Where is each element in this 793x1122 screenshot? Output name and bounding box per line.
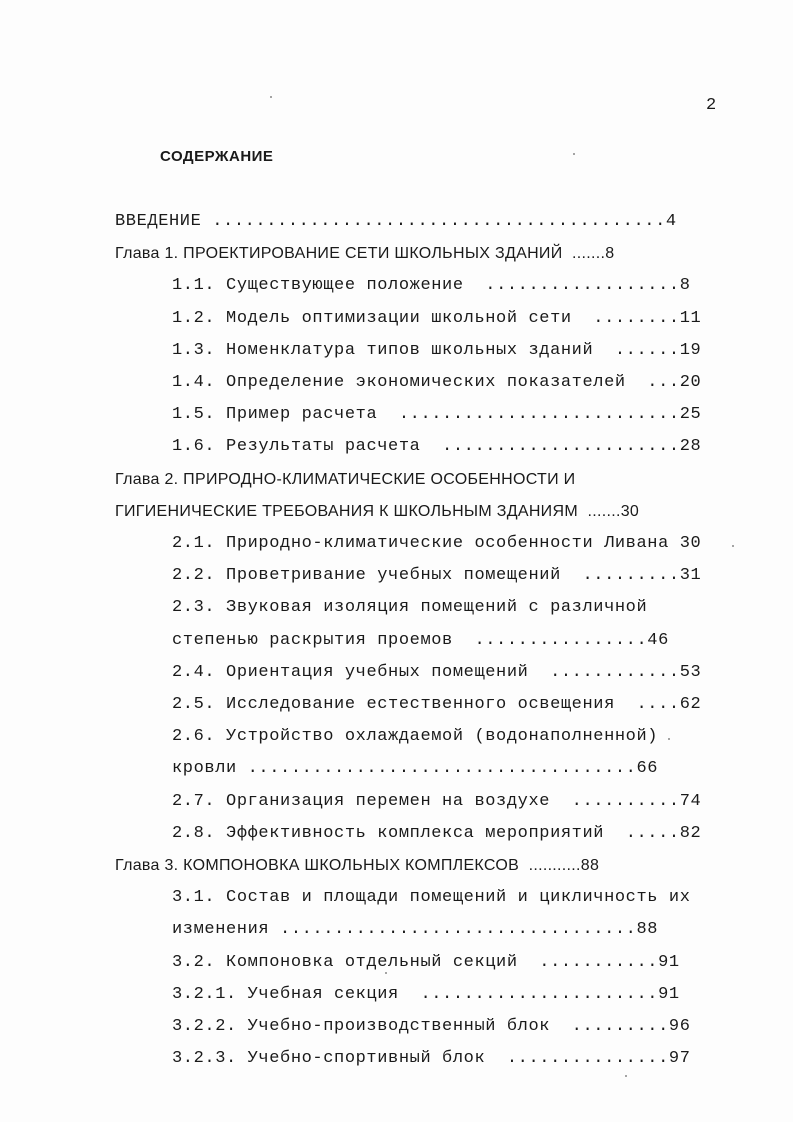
toc-entry-page: 19	[679, 340, 702, 360]
toc-entry	[172, 787, 701, 817]
toc-entry-title: Исследование естественного освещения	[215, 695, 615, 714]
toc-entry-number: 2.4.	[172, 662, 216, 682]
toc-entry-number: 3.2.	[172, 952, 216, 972]
toc-entry-leader: .......	[577, 502, 621, 520]
toc-entry-number: 1.4.	[172, 373, 216, 392]
toc-entry	[172, 690, 701, 720]
toc-entry-number: Глава 3.	[115, 857, 179, 874]
toc-entry-title: Определение экономических показателей	[215, 373, 626, 392]
toc-entry-title: Учебная секция	[236, 984, 399, 1004]
toc-entry	[172, 948, 680, 978]
toc-entry-page: 74	[679, 791, 702, 811]
toc-entry-leader: ...............	[485, 1049, 669, 1069]
toc-entry-leader: ...	[625, 373, 680, 392]
toc-entry-page: 88	[580, 857, 600, 874]
toc-entry-title: ПРИРОДНО-КЛИМАТИЧЕСКИЕ ОСОБЕННОСТИ И	[178, 470, 576, 488]
toc-entry-title: Проветривание учебных помещений	[215, 566, 561, 586]
toc-entry-title: Организация перемен на воздухе	[215, 791, 551, 811]
toc-entry-page: 11	[679, 308, 702, 328]
toc-entry	[172, 754, 658, 784]
scan-speck	[732, 545, 734, 547]
toc-entry	[172, 1012, 691, 1042]
toc-heading: СОДЕРЖАНИЕ	[160, 148, 274, 165]
toc-entry	[172, 593, 647, 623]
toc-entry-title: изменения	[172, 920, 270, 940]
toc-entry	[172, 561, 701, 591]
toc-entry-title: Компоновка отдельный секций	[215, 952, 518, 972]
toc-entry-page: 8	[679, 276, 691, 296]
toc-entry-title: ВВЕДЕНИЕ	[115, 212, 202, 231]
toc-entry-page: 30	[620, 502, 640, 520]
toc-entry-title: ПРОЕКТИРОВАНИЕ СЕТИ ШКОЛЬНЫХ ЗДАНИЙ	[178, 245, 563, 263]
toc-entry-page: 46	[647, 630, 669, 650]
toc-entry	[115, 851, 599, 881]
toc-entry	[172, 336, 701, 366]
toc-entry-page: 25	[679, 405, 702, 425]
toc-entry	[172, 819, 701, 849]
toc-entry-number: 1.2.	[172, 308, 216, 328]
toc-entry-title: Звуковая изоляция помещений с различной	[215, 598, 648, 618]
scan-speck	[573, 153, 575, 155]
toc-entry-leader: ................	[452, 630, 648, 650]
toc-entry	[172, 432, 701, 462]
toc-entry-number: 3.1.	[172, 888, 216, 908]
toc-entry	[172, 304, 701, 334]
toc-entry	[172, 368, 701, 398]
toc-entry-leader: ......................	[398, 984, 659, 1004]
toc-entry	[172, 626, 669, 656]
toc-entry-title: КОМПОНОВКА ШКОЛЬНЫХ КОМПЛЕКСОВ	[178, 857, 520, 874]
toc-entry-number: Глава 1.	[115, 245, 179, 263]
toc-entry-page: 91	[658, 984, 680, 1004]
toc-entry-title: Пример расчета	[215, 405, 378, 425]
toc-entry-leader: ....................................	[236, 759, 637, 779]
scan-speck	[625, 1075, 627, 1077]
toc-entry-leader: ..........................	[377, 405, 680, 425]
toc-entry-page: 31	[679, 566, 702, 586]
toc-entry	[115, 497, 639, 527]
toc-entry-leader: .........	[550, 1017, 669, 1036]
toc-entry-number: 3.2.2.	[172, 1017, 237, 1036]
toc-entry	[172, 658, 701, 688]
toc-entry-leader: ........	[571, 308, 680, 328]
page-number: 2	[706, 96, 717, 115]
toc-entry-title: Ориентация учебных помещений	[215, 662, 529, 682]
toc-entry-number: 2.8.	[172, 823, 216, 843]
toc-entry	[172, 400, 701, 430]
toc-entry	[172, 1044, 691, 1074]
toc-entry-leader: .................................	[269, 920, 637, 940]
toc-entry-number: 2.2.	[172, 566, 216, 586]
toc-entry	[115, 465, 575, 495]
toc-entry-leader: .........	[560, 566, 680, 586]
toc-entry-page: 4	[665, 212, 677, 231]
toc-entry-page: 20	[679, 373, 702, 392]
toc-entry-page: 28	[679, 437, 702, 457]
toc-entry-number: 1.6.	[172, 437, 216, 457]
toc-entry-leader: ............	[528, 662, 680, 682]
toc-entry-title: Учебно-спортивный блок	[236, 1049, 486, 1069]
toc-entry-title: Результаты расчета	[215, 437, 421, 457]
toc-entry-leader: ...........	[517, 952, 659, 972]
toc-entry-number: 1.3.	[172, 340, 216, 360]
toc-entry-page: 66	[636, 759, 659, 779]
toc-entry-leader: ..........................................	[201, 212, 666, 231]
toc-entry-number: 2.3.	[172, 598, 216, 618]
toc-entry-title: Состав и площади помещений и цикличность их	[215, 888, 691, 908]
toc-entry	[172, 529, 701, 559]
toc-entry-leader: ....	[614, 695, 680, 714]
toc-entry-number: 1.1.	[172, 276, 216, 296]
toc-entry-title: ГИГИЕНИЧЕСКИЕ ТРЕБОВАНИЯ К ШКОЛЬНЫМ ЗДАНИЯМ	[115, 502, 578, 520]
toc-entry-page: 91	[658, 952, 680, 972]
scan-speck	[668, 738, 670, 740]
toc-entry-number: Глава 2.	[115, 470, 179, 488]
toc-entry-title: Существующее положение	[215, 276, 464, 296]
toc-entry-title: Учебно-производственный блок	[236, 1017, 551, 1036]
toc-entry-page: 8	[605, 245, 615, 263]
toc-entry	[115, 239, 614, 269]
toc-entry-page: 88	[636, 920, 659, 940]
scan-speck	[270, 96, 272, 98]
toc-entry-number: 3.2.1.	[172, 984, 237, 1004]
toc-entry-title: кровли	[172, 759, 237, 779]
toc-entry-page: 96	[668, 1017, 691, 1036]
toc-entry-title: Номенклатура типов школьных зданий	[215, 340, 594, 360]
toc-entry	[172, 722, 658, 752]
toc-entry-leader: ..................	[463, 276, 680, 296]
toc-entry-leader	[669, 534, 680, 553]
toc-entry-number: 2.6.	[172, 727, 216, 747]
toc-entry-leader: .....	[604, 823, 680, 843]
toc-entry	[172, 915, 658, 945]
toc-entry-page: 53	[679, 662, 702, 682]
toc-entry-number: 2.7.	[172, 791, 216, 811]
toc-entry-number: 3.2.3.	[172, 1049, 237, 1069]
toc-entry-page: 62	[679, 695, 702, 714]
toc-entry-number: 2.5.	[172, 695, 216, 714]
toc-entry-leader: .......	[562, 245, 606, 263]
toc-entry-title: Устройство охлаждаемой (водонаполненной)	[215, 727, 659, 747]
scan-speck	[385, 972, 387, 974]
toc-entry	[172, 271, 691, 301]
toc-entry-page: 97	[668, 1049, 691, 1069]
toc-entry-leader: ......	[593, 340, 680, 360]
toc-entry	[172, 980, 680, 1010]
toc-entry-number: 1.5.	[172, 405, 216, 425]
toc-entry-page: 30	[679, 534, 702, 553]
toc-entry-leader: ......................	[420, 437, 680, 457]
toc-entry-title: Модель оптимизации школьной сети	[215, 308, 572, 328]
toc-entry-title: Эффективность комплекса мероприятий	[215, 823, 605, 843]
toc-entry-page: 82	[679, 823, 702, 843]
toc-entry-number: 2.1.	[172, 534, 216, 553]
toc-entry-leader: ...........	[519, 857, 581, 874]
toc-entry	[115, 207, 677, 237]
toc-entry-title: степенью раскрытия проемов	[172, 630, 453, 650]
toc-entry	[172, 883, 691, 913]
toc-entry-title: Природно-климатические особенности Ливана	[215, 534, 669, 553]
toc-entry-leader: ..........	[550, 791, 680, 811]
